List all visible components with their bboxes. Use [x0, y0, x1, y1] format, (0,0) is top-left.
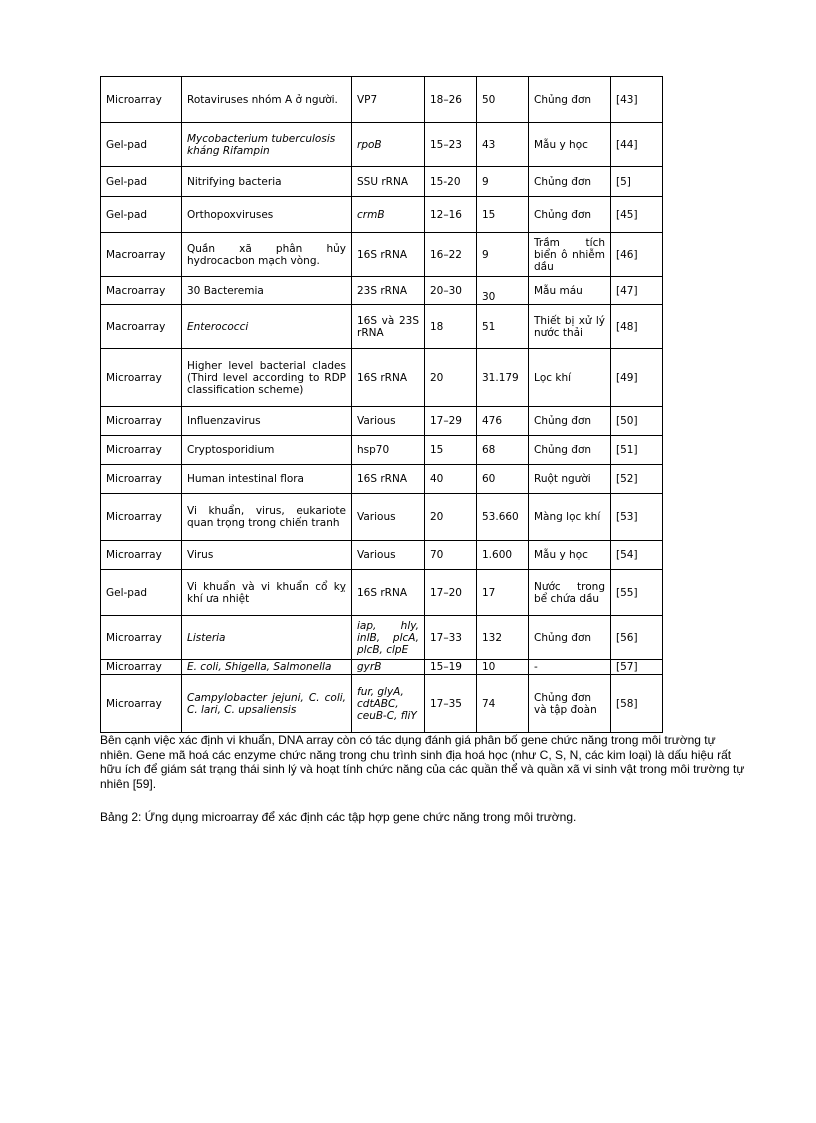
- cell-target: Rotaviruses nhóm A ở người.: [182, 77, 352, 123]
- table-row: [101, 660, 663, 675]
- table-row: [101, 77, 663, 123]
- cell-target: Orthopoxviruses: [182, 197, 352, 233]
- cell-sample: Chủng đơn: [529, 616, 611, 660]
- cell-technique: Microarray: [101, 407, 182, 436]
- cell-target: Cryptosporidium: [182, 436, 352, 465]
- cell-sample: Mẫu máu: [529, 277, 611, 305]
- cell-sample: Mẫu y học: [529, 123, 611, 167]
- cell-sample: Chủng đơn: [529, 77, 611, 123]
- cell-reference: [48]: [611, 305, 663, 349]
- cell-probe-count: 476: [477, 407, 529, 436]
- cell-target: Enterococci: [182, 305, 352, 349]
- cell-gene: 16S và 23S rRNA: [352, 305, 425, 349]
- cell-sample: Chủng đơn: [529, 197, 611, 233]
- cell-reference: [50]: [611, 407, 663, 436]
- cell-technique: Microarray: [101, 494, 182, 541]
- table-row: [101, 616, 663, 660]
- cell-gene: 23S rRNA: [352, 277, 425, 305]
- cell-gene: Various: [352, 407, 425, 436]
- cell-reference: [46]: [611, 233, 663, 277]
- cell-probe-count: 74: [477, 675, 529, 733]
- cell-gene: fur, glyA, cdtABC, ceuB-C, fliY: [352, 675, 425, 733]
- cell-probe-length: 17–20: [425, 570, 477, 616]
- cell-reference: [55]: [611, 570, 663, 616]
- cell-target: Campylobacter jejuni, C. coli, C. lari, C. upsaliensis: [182, 675, 352, 733]
- table-row: [101, 494, 663, 541]
- cell-reference: [45]: [611, 197, 663, 233]
- cell-target: 30 Bacteremia: [182, 277, 352, 305]
- cell-sample: -: [529, 660, 611, 675]
- cell-probe-length: 15-20: [425, 167, 477, 197]
- cell-probe-count: 43: [477, 123, 529, 167]
- cell-reference: [58]: [611, 675, 663, 733]
- cell-probe-count: 15: [477, 197, 529, 233]
- cell-reference: [44]: [611, 123, 663, 167]
- cell-probe-length: 17–33: [425, 616, 477, 660]
- cell-probe-length: 20–30: [425, 277, 477, 305]
- cell-target: Influenzavirus: [182, 407, 352, 436]
- cell-sample: Chủng đơn và tập đoàn: [529, 675, 611, 733]
- cell-sample: Màng lọc khí: [529, 494, 611, 541]
- table-row: [101, 197, 663, 233]
- cell-probe-length: 12–16: [425, 197, 477, 233]
- cell-probe-length: 18: [425, 305, 477, 349]
- cell-reference: [49]: [611, 349, 663, 407]
- cell-gene: 16S rRNA: [352, 465, 425, 494]
- cell-target: Quần xã phân hủy hydrocacbon mạch vòng.: [182, 233, 352, 277]
- cell-technique: Microarray: [101, 436, 182, 465]
- cell-gene: iap, hly, inlB, plcA, plcB, clpE: [352, 616, 425, 660]
- cell-reference: [53]: [611, 494, 663, 541]
- cell-probe-count: 17: [477, 570, 529, 616]
- cell-sample: Mẫu y học: [529, 541, 611, 570]
- cell-technique: Macroarray: [101, 305, 182, 349]
- cell-target: Virus: [182, 541, 352, 570]
- cell-sample: Lọc khí: [529, 349, 611, 407]
- cell-technique: Microarray: [101, 349, 182, 407]
- cell-probe-count: 31.179: [477, 349, 529, 407]
- cell-probe-count: 1.600: [477, 541, 529, 570]
- cell-reference: [52]: [611, 465, 663, 494]
- cell-probe-count: 9: [477, 167, 529, 197]
- cell-target: E. coli, Shigella, Salmonella: [182, 660, 352, 675]
- cell-gene: hsp70: [352, 436, 425, 465]
- table-row: [101, 465, 663, 494]
- cell-reference: [56]: [611, 616, 663, 660]
- cell-gene: VP7: [352, 77, 425, 123]
- cell-probe-count: 9: [477, 233, 529, 277]
- cell-sample: Thiết bị xử lý nước thải: [529, 305, 611, 349]
- cell-reference: [54]: [611, 541, 663, 570]
- table-row: [101, 407, 663, 436]
- cell-gene: 16S rRNA: [352, 233, 425, 277]
- cell-technique: Microarray: [101, 465, 182, 494]
- cell-probe-length: 40: [425, 465, 477, 494]
- cell-probe-length: 18–26: [425, 77, 477, 123]
- data-table: [100, 76, 663, 733]
- cell-gene: Various: [352, 494, 425, 541]
- table-row: [101, 349, 663, 407]
- table-row: [101, 541, 663, 570]
- cell-technique: Gel-pad: [101, 570, 182, 616]
- cell-sample: Nước trong bể chứa dầu: [529, 570, 611, 616]
- cell-gene: SSU rRNA: [352, 167, 425, 197]
- cell-probe-length: 20: [425, 494, 477, 541]
- cell-probe-count: 132: [477, 616, 529, 660]
- table-row: [101, 305, 663, 349]
- cell-sample: Chủng đơn: [529, 436, 611, 465]
- cell-gene: 16S rRNA: [352, 349, 425, 407]
- cell-gene: 16S rRNA: [352, 570, 425, 616]
- cell-reference: [47]: [611, 277, 663, 305]
- cell-probe-length: 17–29: [425, 407, 477, 436]
- target-organism: Mycobacterium tuberculosis kháng Rifampin: [187, 132, 336, 157]
- cell-probe-length: 20: [425, 349, 477, 407]
- body-paragraph: Bên cạnh việc xác định vi khuẩn, DNA array còn có tác dụng đánh giá phân bố gene chức năng trong môi trường tự nhiên. Gene mã hoá các enzyme chức năng trong chu trình sinh địa hoá học (như C, S, N, các kim loại) là dấu hiệu rất hữu ích để giám sát trạng thái sinh lý và hoạt tính chức năng của các quần thể và quần xã vi sinh vật trong môi trường tự nhiên [59].: [100, 733, 745, 791]
- cell-target: Nitrifying bacteria: [182, 167, 352, 197]
- cell-gene: gyrB: [352, 660, 425, 675]
- cell-probe-count: 50: [477, 77, 529, 123]
- cell-target: Vi khuẩn và vi khuẩn cổ kỵ khí ưa nhiệt: [182, 570, 352, 616]
- table-row: [101, 570, 663, 616]
- cell-target: Listeria: [182, 616, 352, 660]
- cell-technique: Microarray: [101, 616, 182, 660]
- cell-probe-length: 17–35: [425, 675, 477, 733]
- table-row: [101, 233, 663, 277]
- table-row: [101, 167, 663, 197]
- cell-gene: rpoB: [352, 123, 425, 167]
- cell-probe-length: 70: [425, 541, 477, 570]
- cell-target: [182, 123, 352, 167]
- table-row: [101, 277, 663, 305]
- cell-probe-count: 30: [477, 277, 529, 305]
- cell-target: Human intestinal flora: [182, 465, 352, 494]
- cell-reference: [5]: [611, 167, 663, 197]
- cell-probe-length: 15–19: [425, 660, 477, 675]
- table-caption: Bảng 2: Ứng dụng microarray để xác định các tập hợp gene chức năng trong môi trường.: [100, 810, 577, 824]
- cell-sample: Chủng đơn: [529, 167, 611, 197]
- cell-probe-count: 60: [477, 465, 529, 494]
- cell-technique: Gel-pad: [101, 123, 182, 167]
- cell-technique: Microarray: [101, 675, 182, 733]
- cell-probe-length: 15: [425, 436, 477, 465]
- cell-sample: Chủng đơn: [529, 407, 611, 436]
- cell-gene: Various: [352, 541, 425, 570]
- cell-reference: [43]: [611, 77, 663, 123]
- cell-probe-count: 53.660: [477, 494, 529, 541]
- table-row: [101, 436, 663, 465]
- cell-technique: Gel-pad: [101, 167, 182, 197]
- cell-sample: Ruột người: [529, 465, 611, 494]
- cell-technique: Microarray: [101, 77, 182, 123]
- cell-technique: Microarray: [101, 541, 182, 570]
- table-row: [101, 675, 663, 733]
- table-row: [101, 123, 663, 167]
- cell-probe-length: 15–23: [425, 123, 477, 167]
- cell-probe-count: 68: [477, 436, 529, 465]
- cell-sample: Trầm tích biển ô nhiễm dầu: [529, 233, 611, 277]
- cell-technique: Macroarray: [101, 233, 182, 277]
- cell-probe-count: 51: [477, 305, 529, 349]
- cell-technique: Gel-pad: [101, 197, 182, 233]
- cell-probe-length: 16–22: [425, 233, 477, 277]
- cell-gene: crmB: [352, 197, 425, 233]
- cell-reference: [57]: [611, 660, 663, 675]
- cell-target: Vi khuẩn, virus, eukariote quan trọng trong chiến tranh: [182, 494, 352, 541]
- cell-target: Higher level bacterial clades (Third level according to RDP classification scheme): [182, 349, 352, 407]
- cell-reference: [51]: [611, 436, 663, 465]
- cell-technique: Macroarray: [101, 277, 182, 305]
- cell-probe-count: 10: [477, 660, 529, 675]
- cell-technique: Microarray: [101, 660, 182, 675]
